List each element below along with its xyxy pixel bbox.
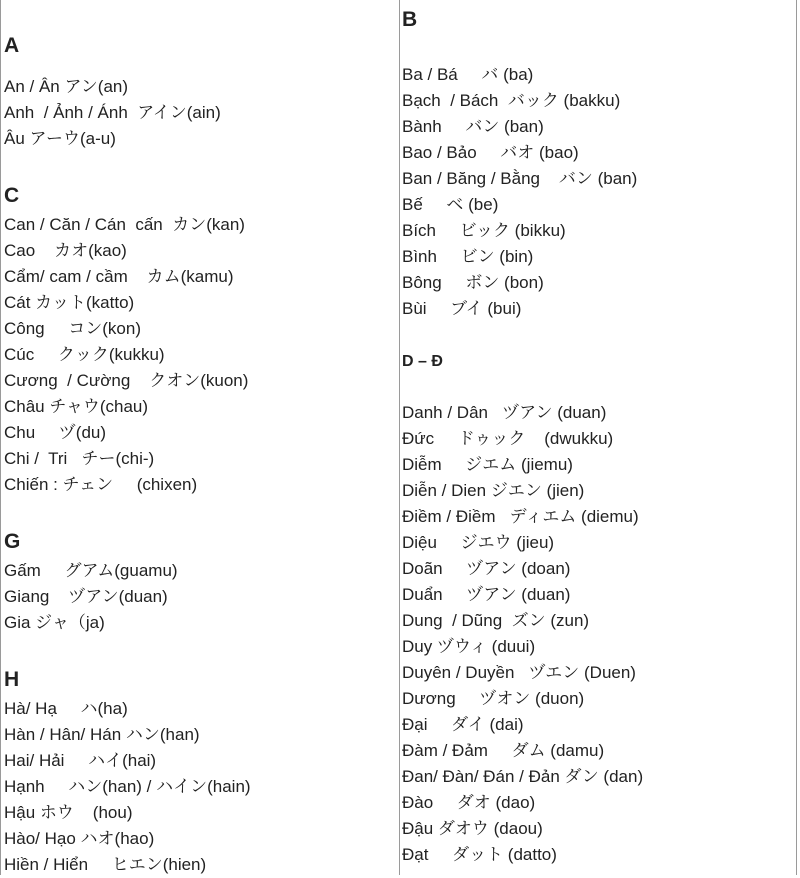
name-entry: Đức ドゥック (dwukku)	[402, 429, 614, 448]
name-entry: Chi / Tri チー(chi-)	[4, 449, 155, 468]
name-entry: Cát カット(katto)	[4, 293, 135, 312]
entry-list	[4, 212, 248, 498]
name-entry: Giang ヅアン(duan)	[4, 587, 168, 606]
name-entry: Cao カオ(kao)	[4, 241, 127, 260]
name-entry: Diệu ジエウ (jieu)	[402, 533, 555, 552]
name-entry: Bình ビン (bin)	[402, 247, 534, 266]
name-entry: Điềm / Điềm ディエム (diemu)	[402, 507, 639, 526]
name-entry: Đạt ダット (datto)	[402, 845, 557, 864]
name-entry: Dung / Dũng ズン (zun)	[402, 611, 590, 630]
name-entry: Dương ヅオン (duon)	[402, 689, 585, 708]
name-entry: Gia ジャ（ja)	[4, 613, 105, 632]
name-entry: Chiến : チェン (chixen)	[4, 475, 198, 494]
section-heading: D – Đ	[402, 353, 443, 370]
name-entry: Công コン(kon)	[4, 319, 141, 338]
name-entry: Hậu ホウ (hou)	[4, 803, 133, 822]
name-entry: Cúc クック(kukku)	[4, 345, 165, 364]
name-entry: Hàn / Hân/ Hán ハン(han)	[4, 725, 200, 744]
name-entry: Bành バン (ban)	[402, 117, 544, 136]
name-entry: Ban / Băng / Bằng バン (ban)	[402, 169, 638, 188]
column-divider	[399, 0, 400, 875]
name-entry: Hiền / Hiển ヒエン(hien)	[4, 855, 207, 874]
name-entry: Âu アーウ(a-u)	[4, 129, 116, 148]
name-entry: Diễm ジエム (jiemu)	[402, 455, 573, 474]
name-entry: Châu チャウ(chau)	[4, 397, 149, 416]
name-entry: Hà/ Hạ ハ(ha)	[4, 699, 128, 718]
name-entry: Cẩm/ cam / cầm カム(kamu)	[4, 267, 234, 286]
name-entry: Ba / Bá バ (ba)	[402, 65, 534, 84]
name-entry: Bế ベ (be)	[402, 195, 499, 214]
name-entry: Bông ボン (bon)	[402, 273, 544, 292]
entry-list	[4, 74, 221, 152]
name-entry: Can / Căn / Cán cấn カン(kan)	[4, 215, 245, 234]
section-heading: A	[4, 34, 20, 57]
entry-list	[402, 400, 643, 868]
name-entry: Đào ダオ (dao)	[402, 793, 536, 812]
name-entry: Đậu ダオウ (daou)	[402, 819, 543, 838]
name-entry: Anh / Ảnh / Ánh アイン(ain)	[4, 103, 221, 122]
name-entry: An / Ân アン(an)	[4, 77, 129, 96]
name-entry: Hai/ Hải ハイ(hai)	[4, 751, 157, 770]
name-entry: Duẩn ヅアン (duan)	[402, 585, 571, 604]
name-entry: Duy ヅウィ (duui)	[402, 637, 536, 656]
section-heading: G	[4, 530, 21, 553]
name-entry: Bạch / Bách バック (bakku)	[402, 91, 621, 110]
name-entry: Chu ヅ(du)	[4, 423, 107, 442]
name-entry: Cương / Cường クオン(kuon)	[4, 371, 249, 390]
name-entry: Hào/ Hạo ハオ(hao)	[4, 829, 155, 848]
name-entry: Đại ダイ (dai)	[402, 715, 524, 734]
name-entry: Đan/ Đàn/ Đán / Đản ダン (dan)	[402, 767, 644, 786]
section-heading: H	[4, 668, 20, 691]
entry-list	[402, 62, 637, 322]
name-entry: Duyên / Duyền ヅエン (Duen)	[402, 663, 636, 682]
section-heading: B	[402, 8, 418, 31]
name-entry: Bao / Bảo バオ (bao)	[402, 143, 579, 162]
section-heading: C	[4, 184, 20, 207]
name-entry: Bùi ブイ (bui)	[402, 299, 522, 318]
entry-list	[4, 696, 251, 878]
name-entry: Đàm / Đảm ダム (damu)	[402, 741, 605, 760]
name-entry: Hạnh ハン(han) / ハイン(hain)	[4, 777, 251, 796]
name-entry: Bích ビック (bikku)	[402, 221, 566, 240]
name-entry: Diễn / Dien ジエン (jien)	[402, 481, 585, 500]
entry-list	[4, 558, 178, 636]
name-entry: Danh / Dân ヅアン (duan)	[402, 403, 607, 422]
name-entry: Doãn ヅアン (doan)	[402, 559, 571, 578]
name-entry: Gấm グアム(guamu)	[4, 561, 178, 580]
